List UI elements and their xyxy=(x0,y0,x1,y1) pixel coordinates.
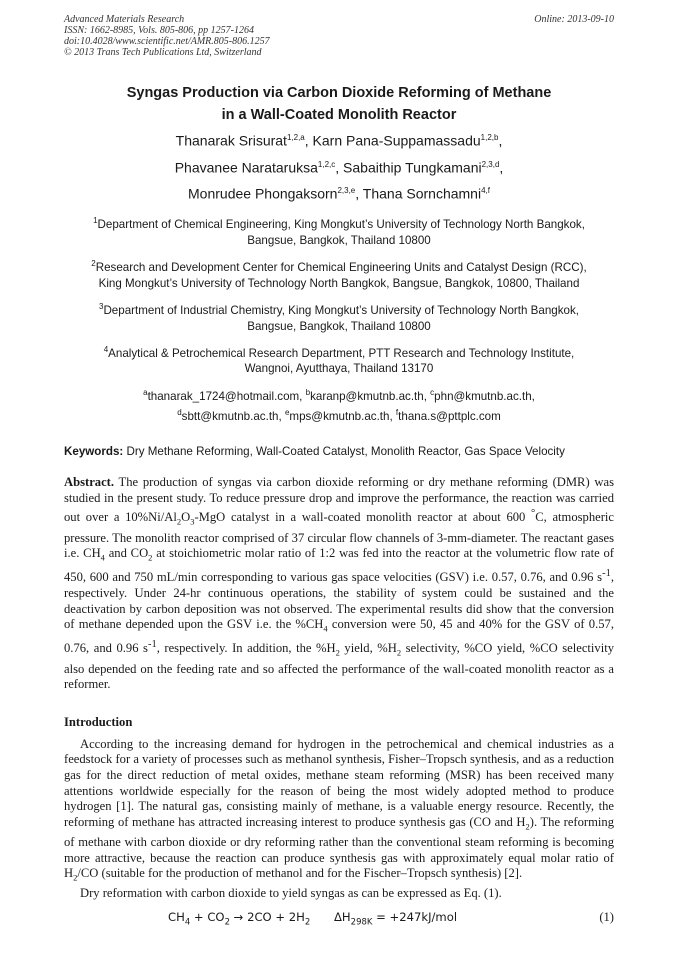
affiliation-line: Bangsue, Bangkok, Thailand 10800 xyxy=(247,319,431,333)
affiliation-line: Bangsue, Bangkok, Thailand 10800 xyxy=(247,233,431,247)
author-sup: 4,f xyxy=(481,186,490,196)
affiliation-2 xyxy=(64,256,614,292)
author-name: Monrudee Phongaksorn xyxy=(188,185,338,202)
author-line-2: Phavanee Narataruksa$^{1,2,c}$, Sabaithip Tungkamani$^{2,3,d}$, xyxy=(174,159,504,176)
email-link[interactable]: thana.s@pttplc.com xyxy=(398,410,501,424)
keywords-text: Dry Methane Reforming, Wall-Coated Catalyst, Monolith Reactor, Gas Space Velocity xyxy=(126,445,565,459)
affiliation-line: Wangnoi, Ayutthaya, Thailand 13170 xyxy=(244,362,434,376)
affiliation-sup: 1 xyxy=(93,215,98,225)
email-link[interactable]: karanp@kmutnb.ac.th, xyxy=(310,390,427,404)
affiliation-sup: 4 xyxy=(103,344,109,354)
affiliation-sup: 2 xyxy=(91,258,96,268)
email-link[interactable]: thanarak_1724@hotmail.com, xyxy=(147,390,303,404)
affiliation-line: King Mongkut’s University of Technology North Bangkok, Bangsue, Bangkok, 10800, Thailand xyxy=(98,276,580,290)
author-sup: 2,3,e xyxy=(337,186,356,196)
affiliation-line: Research and Development Center for Chemical Engineering Units and Catalyst Design (RCC), xyxy=(95,260,587,274)
affiliation-sup: 3 xyxy=(98,301,104,311)
affiliation-3 xyxy=(64,299,614,335)
journal-name: Advanced Materials Research xyxy=(64,14,185,25)
title-line-2: in a Wall-Coated Monolith Reactor xyxy=(221,107,457,123)
section-heading-introduction: Introduction xyxy=(64,714,133,729)
author-sup: 1,2,b xyxy=(480,133,499,142)
email-block: $^a$thanarak_1724@hotmail.com, $^b$karanp@kmutnb.ac.th, $^c$phn@kmutnb.ac.th, $^d$sbtt@kmutnb.ac.th, $^e$mps@kmutnb.ac.th, $^f$thana.s@pttplc.com xyxy=(143,388,535,424)
affiliation-line: Analytical & Petrochemical Research Department, PTT Research and Technology Institute, xyxy=(108,346,575,360)
email-link[interactable]: phn@kmutnb.ac.th, xyxy=(434,390,535,404)
intro-paragraph-2: Dry reformation with carbon dioxide to yield syngas as can be expressed as Eq. (1). xyxy=(80,886,502,901)
author-name: Phavanee Narataruksa xyxy=(174,159,318,176)
journal-header xyxy=(64,14,614,58)
author-sup: 2,3,d xyxy=(481,159,500,169)
title-line-1: Syngas Production via Carbon Dioxide Reforming of Methane xyxy=(126,85,552,101)
author-sup: 1,2,a xyxy=(286,133,305,142)
affiliation-4 xyxy=(64,342,614,378)
email-link[interactable]: sbtt@kmutnb.ac.th, xyxy=(181,410,282,424)
email-link[interactable]: mps@kmutnb.ac.th, xyxy=(289,410,393,424)
online-date: Online: 2013-09-10 xyxy=(534,14,614,25)
abstract: Abstract. The production of syngas via carbon dioxide reforming or dry methane reforming (DMR) was studied in the present study. To reduce pressure drop and improve the performance, the reaction was carried out over a $10\%Ni/Al_2O_3$-MgO catalyst in a wall-coated monolith reactor at about 600 °C, atmospheric pressure. The monolith reactor comprised of 37 circular flow channels of 3-mm-diameter. The reactant gases i.e. $CH_4$ and $CO_2$ at stoichiometric molar ratio of 1:2 was fed into the reactor at the volumetric flow rate of 450, 600 and 750 mL/min corresponding to various gas space velocities (GSV) i.e. 0.57, 0.76, and 0.96 $s^{-1}$, respectively. Under 24-hr continuous operations, the stability of system could be sustained and the deactivation by carbon deposition was not observed. The experimental results did show that the conversion of methane depended upon the GSV i.e. the $\%CH_4$ conversion were 50, 45 and 40% for the GSV of 0.57, 0.76, and 0.96 $s^{-1}$, respectively. In addition, the $\%H_2$ yield, $\%H_2$ selectivity, %CO yield, %CO selectivity also depended on the feeding rate and so affected the performance of the wall-coated monolith reactor as a reformer. xyxy=(64,475,615,692)
paper-title xyxy=(64,82,614,126)
author-name: Thana Sornchamni xyxy=(362,185,482,202)
equation-1 xyxy=(64,910,614,930)
equation-reaction: $CH_4 + CO_2 \to 2CO + 2H_2$ xyxy=(168,909,311,928)
keywords-label: Keywords: xyxy=(64,445,124,459)
equation-number: (1) xyxy=(599,909,614,924)
affiliation-1 xyxy=(64,213,614,249)
issn-line: ISSN: 1662-8985, Vols. 805-806, pp 1257-1264 xyxy=(64,25,254,36)
author-line-3: Monrudee Phongaksorn$^{2,3,e}$, Thana Sornchamni$^{4,f}$ xyxy=(188,185,490,202)
copyright-line: © 2013 Trans Tech Publications Ltd, Switzerland xyxy=(64,47,262,58)
author-list xyxy=(64,126,614,206)
author-sup: 1,2,c xyxy=(317,159,336,169)
affiliation-line: Department of Chemical Engineering, King Mongkut’s University of Technology North Bangkok, xyxy=(97,217,585,231)
intro-paragraph-1: According to the increasing demand for hydrogen in the petrochemical and chemical industries as a feedstock for a variety of processes such as methanol synthesis, Fisher–Tropsch synthesis, and as a reduction gas for the direct reduction of metal oxides, methane steam reforming (MSR) has been received many attentions worldwide especially for the reason of being the most widely adopted method to produce hydrogen [1]. The natural gas, consisting mainly of methane, is a valuable energy resource. Recently, the reforming of methane has attracted increasing interest to produce synthesis gas (CO and $H_2$). The reforming of methane with carbon dioxide or dry reforming rather than the conventional steam reforming is becoming more attractive, because the reaction can produce synthesis gas with approximately equal molar ratio of $H_2/CO$ (suitable for the production of methanol and for the Fischer–Tropsch synthesis) [2]. xyxy=(64,736,614,883)
abstract-label: Abstract. xyxy=(64,475,115,490)
author-line-1: Thanarak Srisurat$^{1,2,a}$, Karn Pana-Suppamassadu$^{1,2,b}$, xyxy=(175,132,503,149)
affiliation-line: Department of Industrial Chemistry, King Mongkut’s University of Technology North Bangkok, xyxy=(103,303,580,317)
keywords xyxy=(64,445,614,458)
doi-line: doi:10.4028/www.scientific.net/AMR.805-806.1257 xyxy=(64,36,270,47)
author-name: Karn Pana-Suppamassadu xyxy=(312,132,481,149)
equation-enthalpy: $\Delta H_{298K} = +247kJ/mol$ xyxy=(334,909,458,928)
author-name: Sabaithip Tungkamani xyxy=(343,159,482,176)
author-name: Thanarak Srisurat xyxy=(175,132,287,149)
